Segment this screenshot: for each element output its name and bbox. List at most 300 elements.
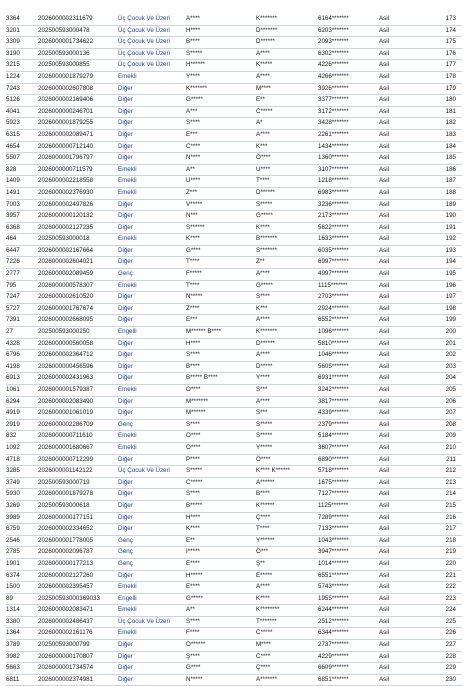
tc-id-masked: 1360*******	[318, 154, 349, 162]
applicant-id: 1901	[6, 559, 20, 567]
rank-number: 213	[445, 478, 456, 486]
category: Emekli	[118, 281, 137, 289]
application-number: 2026000002161176	[38, 629, 93, 637]
category: Üç Çocuk Ve Üzeri	[118, 61, 170, 69]
status: Asil	[379, 339, 389, 347]
rank-number: 191	[445, 223, 456, 231]
last-name-masked: Z**	[256, 258, 265, 266]
applicant-id: 4919	[6, 409, 20, 417]
last-name-masked: C*****	[256, 629, 273, 637]
tc-id-masked: 2924*******	[318, 304, 349, 312]
table-row	[6, 60, 462, 72]
first-name-masked: B****	[186, 38, 200, 46]
rank-number: 177	[445, 61, 456, 69]
table-row	[6, 130, 462, 142]
table-row	[6, 223, 462, 235]
last-name-masked: A****	[256, 49, 270, 57]
rank-number: 223	[445, 594, 456, 602]
tc-id-masked: 3947*******	[318, 548, 349, 556]
rank-number: 173	[445, 15, 456, 22]
rank-number: 175	[445, 38, 456, 46]
rank-number: 207	[445, 409, 456, 417]
tc-id-masked: 2512*******	[318, 617, 349, 625]
category: Emekli	[118, 583, 137, 591]
table-row	[6, 281, 462, 293]
rank-number: 222	[445, 583, 456, 591]
category: Emekli	[118, 629, 137, 637]
applicant-id: 2546	[6, 536, 20, 544]
category: Diğer	[118, 130, 133, 138]
first-name-masked: E****	[186, 583, 200, 591]
table-row	[6, 84, 462, 96]
application-number: 2026000001734622	[38, 38, 94, 46]
status: Asil	[379, 594, 389, 602]
rank-number: 204	[445, 374, 456, 382]
status: Asil	[379, 165, 389, 173]
status: Asil	[379, 72, 389, 80]
rank-number: 203	[445, 362, 456, 370]
first-name-masked: N***	[186, 212, 198, 220]
last-name-masked: K*******	[256, 15, 277, 22]
status: Asil	[379, 583, 389, 591]
table-row	[6, 420, 462, 432]
tc-id-masked: 2173*******	[318, 212, 349, 220]
status: Asil	[379, 26, 389, 34]
tc-id-masked: 1043*******	[318, 536, 349, 544]
application-number: 2026000002610520	[38, 293, 94, 301]
table-row	[6, 95, 462, 107]
applicant-id: 1491	[6, 188, 20, 196]
last-name-masked: S*******	[256, 246, 277, 254]
last-name-masked: A****	[256, 270, 270, 278]
applicant-id: 795	[6, 281, 17, 289]
category: Diğer	[118, 501, 133, 509]
table-row	[6, 118, 462, 130]
tc-id-masked: 5718*******	[318, 467, 349, 475]
table-row	[6, 582, 462, 594]
first-name-masked: F*****	[186, 270, 202, 278]
first-name-masked: F****	[186, 629, 200, 637]
status: Asil	[379, 467, 389, 475]
category: Diğer	[118, 119, 133, 127]
first-name-masked: G****	[186, 246, 201, 254]
status: Asil	[379, 316, 389, 324]
status: Asil	[379, 455, 389, 463]
first-name-masked: S****	[186, 490, 200, 498]
first-name-masked: H****	[186, 339, 201, 347]
table-row	[6, 37, 462, 49]
status: Asil	[379, 606, 389, 614]
category: Diğer	[118, 96, 133, 104]
application-number: 2026000000246701	[38, 107, 94, 115]
rank-number: 184	[445, 142, 456, 150]
applicant-id: 6913	[6, 374, 20, 382]
last-name-masked: S*****	[256, 420, 273, 428]
last-name-masked: Ç****	[256, 664, 271, 672]
rank-number: 192	[445, 235, 456, 243]
applicant-id: 3215	[6, 61, 20, 69]
applicant-id: 4198	[6, 362, 20, 370]
rank-number: 224	[445, 606, 456, 614]
applicant-id: 2919	[6, 420, 20, 428]
applicant-id: 5507	[6, 154, 20, 162]
applicant-id: 3309	[6, 38, 20, 46]
applicant-id: 4328	[6, 339, 20, 347]
first-name-masked: M******	[186, 409, 206, 417]
first-name-masked: C****	[186, 142, 201, 150]
application-number: 2026000002486437	[38, 617, 94, 625]
application-number: 2026000002376930	[38, 188, 94, 196]
tc-id-masked: 2261*******	[318, 130, 349, 138]
last-name-masked: A*	[256, 119, 263, 127]
table-row	[6, 663, 462, 675]
status: Asil	[379, 629, 389, 637]
table-row	[6, 165, 462, 177]
first-name-masked: K****	[186, 525, 200, 533]
rank-number: 189	[445, 200, 456, 208]
rank-number: 196	[445, 281, 456, 289]
rank-number: 225	[445, 617, 456, 625]
table-row	[6, 408, 462, 420]
category: Diğer	[118, 142, 133, 150]
category: Emekli	[118, 432, 137, 440]
applicant-id: 89	[6, 594, 13, 602]
tc-id-masked: 1096*******	[318, 328, 349, 336]
application-number: 202500593000618	[38, 501, 90, 509]
status: Asil	[379, 107, 389, 115]
first-name-masked: K****	[186, 235, 200, 243]
application-number: 2026000000456596	[38, 362, 94, 370]
last-name-masked: S***	[256, 386, 268, 393]
applicant-id: 3989	[6, 513, 20, 521]
applicant-id: 464	[6, 235, 17, 243]
last-name-masked: A****	[256, 351, 270, 359]
rank-number: 209	[445, 432, 456, 440]
application-number: 2026000002311679	[38, 15, 93, 22]
applicant-id: 1364	[6, 629, 20, 637]
applicant-id: 1314	[6, 606, 20, 614]
status: Asil	[379, 397, 389, 405]
tc-id-masked: 1046*******	[318, 351, 349, 359]
status: Asil	[379, 177, 389, 185]
last-name-masked: A****	[256, 72, 270, 80]
table-row	[6, 536, 462, 548]
first-name-masked: S*****	[186, 467, 203, 475]
application-number: 2026000002167664	[38, 246, 94, 254]
application-number: 2026000002089459	[38, 270, 94, 278]
first-name-masked: O****	[186, 432, 201, 440]
last-name-masked: A****	[256, 397, 270, 405]
table-row	[6, 315, 462, 327]
category: Diğer	[118, 409, 133, 417]
category: Üç Çocuk Ve Üzeri	[118, 49, 170, 57]
status: Asil	[379, 96, 389, 104]
application-number: 2026000002607808	[38, 84, 94, 92]
application-number: 2026000002083471	[38, 606, 94, 614]
rank-number: 180	[445, 96, 456, 104]
category: Diğer	[118, 652, 133, 660]
tc-id-masked: 6203*******	[318, 26, 349, 34]
last-name-masked: A*******	[256, 675, 277, 683]
table-row	[6, 153, 462, 165]
application-number: 2026000000177151	[38, 513, 94, 521]
rank-number: 206	[445, 397, 456, 405]
status: Asil	[379, 675, 389, 683]
rank-number: 197	[445, 293, 456, 301]
category: Diğer	[118, 675, 133, 683]
table-row	[6, 234, 462, 246]
rank-number: 188	[445, 188, 456, 196]
application-number: 2026000002364712	[38, 351, 94, 359]
last-name-masked: T****	[256, 525, 270, 533]
table-row	[6, 14, 462, 26]
category: Diğer	[118, 478, 133, 486]
status: Asil	[379, 362, 389, 370]
first-name-masked: H****	[186, 26, 201, 34]
rank-number: 208	[445, 420, 456, 428]
tc-id-masked: 3817*******	[318, 397, 349, 405]
application-number: 2026000001142122	[38, 467, 93, 475]
status: Asil	[379, 154, 389, 162]
last-name-masked: E*****	[256, 571, 273, 579]
first-name-masked: E****	[186, 559, 200, 567]
last-name-masked: B****	[256, 490, 270, 498]
tc-id-masked: 4339*******	[318, 409, 349, 417]
rank-number: 221	[445, 571, 456, 579]
applicant-id: 2785	[6, 548, 20, 556]
tc-id-masked: 7133*******	[318, 525, 349, 533]
tc-id-masked: 4229*******	[318, 652, 349, 660]
tc-id-masked: 5810*******	[318, 339, 349, 347]
status: Asil	[379, 293, 389, 301]
table-row	[6, 501, 462, 513]
application-number: 2026000000711579	[38, 165, 93, 173]
applicant-id: 2777	[6, 270, 20, 278]
rank-number: 229	[445, 664, 456, 672]
category: Diğer	[118, 525, 133, 533]
tc-id-masked: 2093*******	[318, 38, 349, 46]
category: Diğer	[118, 304, 133, 312]
rank-number: 205	[445, 386, 456, 393]
first-name-masked: B****	[186, 362, 200, 370]
last-name-masked: K**** K******	[256, 467, 291, 475]
application-number: 2026000001734574	[38, 664, 94, 672]
category: Diğer	[118, 339, 133, 347]
category: Üç Çocuk Ve Üzeri	[118, 26, 170, 34]
application-number: 2026000002089471	[38, 130, 94, 138]
application-number: 2026000002431963	[38, 374, 94, 382]
status: Asil	[379, 386, 389, 393]
status: Asil	[379, 235, 389, 243]
category: Diğer	[118, 246, 133, 254]
first-name-masked: S****	[186, 351, 200, 359]
table-row	[6, 605, 462, 617]
last-name-masked: G*****	[256, 212, 273, 220]
applicant-id: 6796	[6, 351, 20, 359]
applicant-id: 3982	[6, 652, 20, 660]
applicant-id: 3201	[6, 26, 20, 34]
application-number: 2026000001767674	[38, 304, 94, 312]
category: Emekli	[118, 235, 137, 243]
application-number: 2026000000578307	[38, 281, 94, 289]
status: Asil	[379, 281, 389, 289]
table-row	[6, 246, 462, 258]
table-row	[6, 49, 462, 61]
last-name-masked: T*******	[256, 617, 277, 625]
table-row	[6, 72, 462, 84]
application-number: 202500593000250	[38, 328, 90, 336]
category: Diğer	[118, 513, 133, 521]
table-row	[6, 397, 462, 409]
last-name-masked: K****	[256, 223, 270, 231]
rank-number: 181	[445, 107, 456, 115]
applicant-id: 7003	[6, 200, 20, 208]
applicant-id: 6759	[6, 525, 20, 533]
applicant-id: 3749	[6, 478, 20, 486]
first-name-masked: H******	[186, 61, 205, 69]
applicant-id: 7226	[6, 258, 20, 266]
rank-number: 210	[445, 443, 456, 451]
tc-id-masked: 7289*******	[318, 513, 349, 521]
last-name-masked: K***	[256, 304, 268, 312]
last-name-masked: T****	[256, 177, 270, 185]
category: Üç Çocuk Ve Üzeri	[118, 15, 170, 22]
application-number: 202500593000719	[38, 478, 90, 486]
tc-id-masked: 3242*******	[318, 386, 349, 393]
tc-id-masked: 1434*******	[318, 142, 349, 150]
rank-number: 190	[445, 212, 456, 220]
category: Üç Çocuk Ve Üzeri	[118, 38, 170, 46]
tc-id-masked: 4226*******	[318, 61, 349, 69]
category: Emekli	[118, 188, 137, 196]
first-name-masked: G****	[186, 664, 201, 672]
tc-id-masked: 4266*******	[318, 72, 349, 80]
table-row	[6, 327, 462, 339]
status: Asil	[379, 420, 389, 428]
category: Diğer	[118, 316, 133, 324]
category: Diğer	[118, 154, 133, 162]
first-name-masked: G*****	[186, 594, 203, 602]
category: Diğer	[118, 200, 133, 208]
applicant-id: 4654	[6, 142, 20, 150]
tc-id-masked: 1218*******	[318, 177, 349, 185]
status: Asil	[379, 501, 389, 509]
status: Asil	[379, 351, 389, 359]
status: Asil	[379, 617, 389, 625]
rank-number: 199	[445, 316, 456, 324]
category: Diğer	[118, 223, 133, 231]
status: Asil	[379, 38, 389, 46]
tc-id-masked: 2703*******	[318, 293, 349, 301]
applicant-id: 6811	[6, 675, 20, 683]
status: Asil	[379, 548, 389, 556]
application-number: 2026000001879279	[38, 72, 94, 80]
last-name-masked: S***	[256, 409, 268, 417]
applicant-id: 6374	[6, 571, 20, 579]
tc-id-masked: 1115*******	[318, 281, 348, 289]
last-name-masked: A******	[256, 478, 275, 486]
tc-id-masked: 6302*******	[318, 49, 349, 57]
rank-number: 212	[445, 467, 456, 475]
status: Asil	[379, 61, 389, 69]
applicant-id: 7391	[6, 316, 20, 324]
application-number: 2026000000711610	[38, 432, 93, 440]
first-name-masked: M****** B****	[186, 328, 222, 336]
status: Asil	[379, 664, 389, 672]
category: Genç	[118, 559, 133, 567]
application-number: 2026000002169406	[38, 96, 94, 104]
status: Asil	[379, 571, 389, 579]
application-number: 202500593000478	[38, 26, 90, 34]
last-name-masked: S*****	[256, 200, 273, 208]
last-name-masked: K***	[256, 142, 268, 150]
tc-id-masked: 3236*******	[318, 200, 349, 208]
category: Üç Çocuk Ve Üzeri	[118, 617, 170, 625]
tc-id-masked: 2737*******	[318, 641, 349, 649]
category: Diğer	[118, 641, 133, 649]
last-name-masked: Ö****	[256, 455, 271, 463]
table-row	[6, 431, 462, 443]
status: Asil	[379, 328, 389, 336]
applicant-id: 6315	[6, 130, 20, 138]
status: Asil	[379, 374, 389, 382]
application-number: 202500593000799	[38, 641, 90, 649]
applicant-id: 3789	[6, 641, 20, 649]
applicant-id: 3190	[6, 49, 20, 57]
applicant-id: 6447	[6, 246, 20, 254]
application-number: 202500593000136	[38, 49, 90, 57]
table-row	[6, 107, 462, 119]
first-name-masked: A***	[186, 107, 198, 115]
tc-id-masked: 5743*******	[318, 583, 349, 591]
applicant-id: 3380	[6, 617, 20, 625]
first-name-masked: O****	[186, 386, 201, 393]
table-row	[6, 675, 462, 686]
first-name-masked: S****	[186, 617, 200, 625]
tc-id-masked: 5605*******	[318, 362, 349, 370]
rank-number: 228	[445, 652, 456, 660]
applicant-id: 6294	[6, 397, 20, 405]
application-number: 2026000001579387	[38, 386, 94, 393]
status: Asil	[379, 478, 389, 486]
first-name-masked: H****	[186, 513, 201, 521]
status: Asil	[379, 119, 389, 127]
rank-number: 202	[445, 351, 456, 359]
last-name-masked: D******	[256, 339, 275, 347]
category: Engelli	[118, 328, 137, 336]
applicant-id: 3269	[6, 501, 20, 509]
application-number: 202500593000369033	[38, 594, 100, 602]
table-row	[6, 628, 462, 640]
first-name-masked: G*****	[186, 96, 203, 104]
application-number: 2026000002127260	[38, 571, 94, 579]
category: Genç	[118, 270, 133, 278]
category: Diğer	[118, 362, 133, 370]
category: Diğer	[118, 258, 133, 266]
application-number: 2026000002497826	[38, 200, 94, 208]
first-name-masked: S****	[186, 119, 200, 127]
category: Diğer	[118, 351, 133, 359]
table-row	[6, 478, 462, 490]
last-name-masked: D*****	[256, 362, 273, 370]
table-row	[6, 176, 462, 188]
rank-number: 174	[445, 26, 456, 34]
table-row	[6, 257, 462, 269]
last-name-masked: K*******	[256, 328, 277, 336]
rank-number: 183	[445, 130, 456, 138]
status: Asil	[379, 559, 389, 567]
tc-id-masked: 1955*******	[318, 594, 349, 602]
